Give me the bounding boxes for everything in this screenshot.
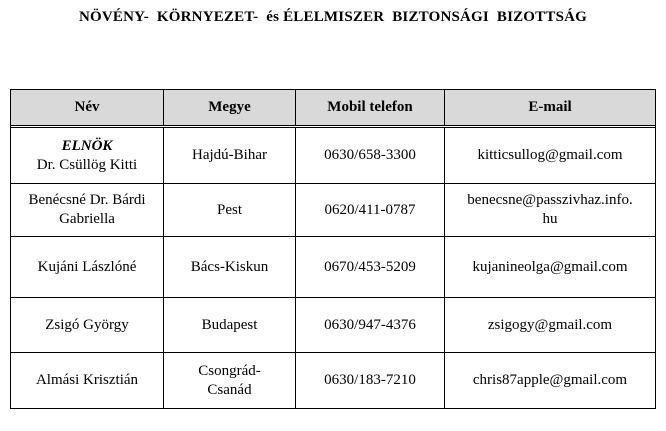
table-row bbox=[11, 298, 655, 353]
email-cell: kitticsullog@gmail.com bbox=[445, 128, 655, 184]
document-title: NÖVÉNY- KÖRNYEZET- és ÉLELMISZER BIZTONSÁGI BIZOTTSÁG bbox=[78, 9, 588, 25]
email-cell: kujanineolga@gmail.com bbox=[445, 237, 655, 298]
county-line1: Csongrád- bbox=[198, 362, 261, 379]
name-cell: Zsigó György bbox=[11, 298, 164, 353]
table-row bbox=[11, 184, 655, 237]
name-cell: Kujáni Lászlóné bbox=[11, 237, 164, 298]
committee-table bbox=[10, 89, 656, 409]
name-cell bbox=[11, 128, 164, 184]
county-cell bbox=[164, 353, 296, 408]
mobile-cell: 0630/947-4376 bbox=[296, 298, 445, 353]
member-name-line1: Benécsné Dr. Bárdi bbox=[28, 192, 146, 208]
email-line2: hu bbox=[542, 211, 558, 227]
name-cell bbox=[11, 184, 164, 237]
mobile-cell: 0670/453-5209 bbox=[296, 237, 445, 298]
member-name-line2: Gabriella bbox=[59, 211, 115, 227]
table-row bbox=[11, 353, 655, 408]
county-line2: Csanád bbox=[207, 381, 252, 398]
county-cell: Hajdú-Bihar bbox=[164, 128, 296, 184]
email-cell: chris87apple@gmail.com bbox=[472, 372, 628, 388]
county-cell: Budapest bbox=[164, 298, 296, 353]
name-cell: Almási Krisztián bbox=[11, 353, 164, 408]
table-header-row bbox=[11, 90, 655, 126]
column-header-name: Név bbox=[11, 90, 164, 126]
table-row bbox=[11, 237, 655, 298]
county-cell: Pest bbox=[164, 184, 296, 237]
column-header-county: Megye bbox=[164, 90, 296, 126]
email-cell bbox=[445, 184, 655, 237]
mobile-cell: 0630/183-7210 bbox=[296, 353, 445, 408]
table-row bbox=[11, 128, 655, 184]
column-header-mobile: Mobil telefon bbox=[296, 90, 445, 126]
mobile-cell: 0630/658-3300 bbox=[296, 128, 445, 184]
member-name: Dr. Csüllög Kitti bbox=[36, 156, 138, 173]
county-cell: Bács-Kiskun bbox=[164, 237, 296, 298]
mobile-cell: 0620/411-0787 bbox=[296, 184, 445, 237]
email-cell: zsigogy@gmail.com bbox=[445, 298, 655, 353]
email-line1: benecsne@passzivhaz.info. bbox=[467, 192, 633, 208]
column-header-email: E-mail bbox=[445, 90, 655, 126]
role-label: ELNÖK bbox=[61, 137, 113, 154]
